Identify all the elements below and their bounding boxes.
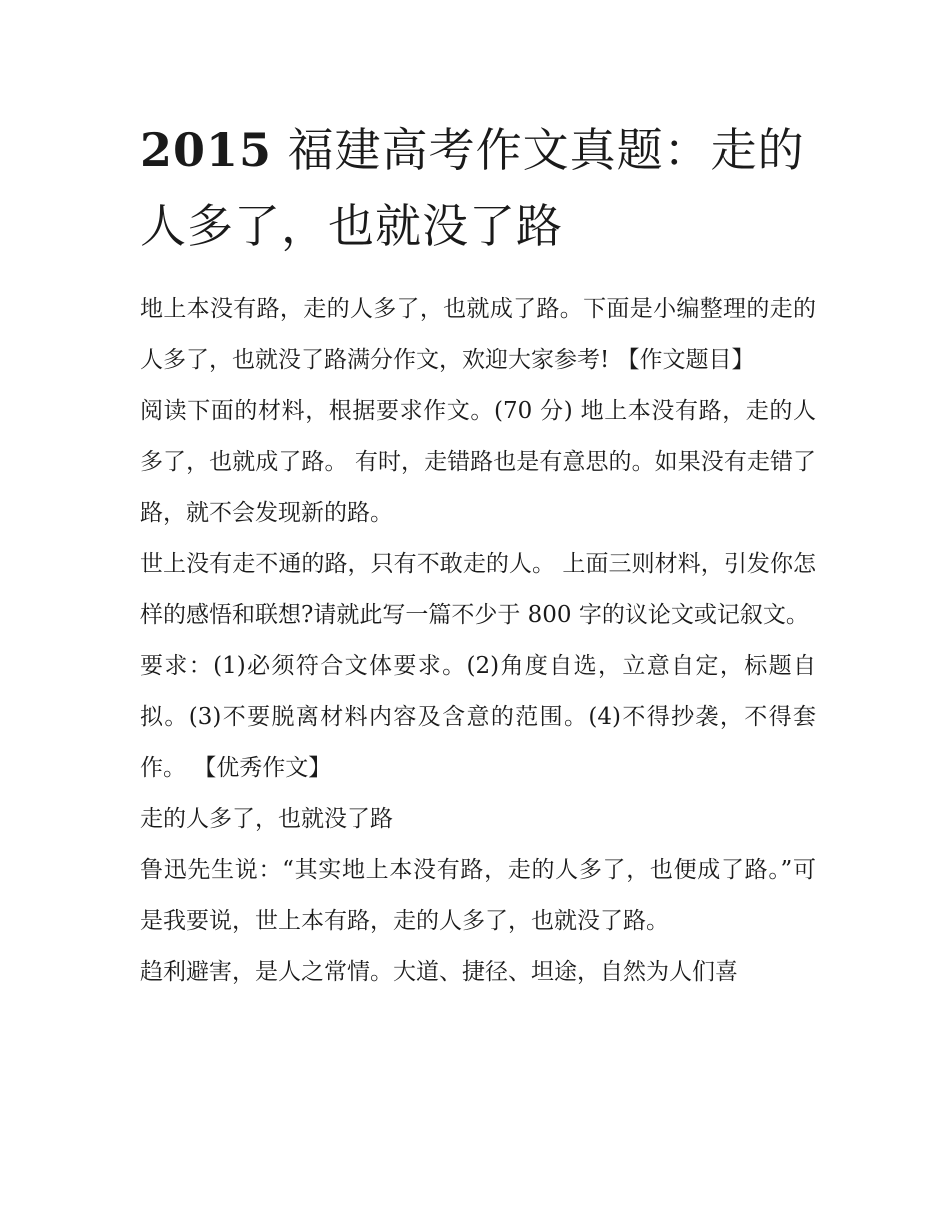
paragraph-prompt-question: 世上没有走不通的路，只有不敢走的人。 上面三则材料，引发你怎样的感悟和联想?请就此写一篇不少于 800 字的议论文或记叙文。: [140, 551, 816, 628]
paragraph-essay-title: 走的人多了，也就没了路: [140, 806, 393, 832]
paragraph-prompt-material: 阅读下面的材料，根据要求作文。(70 分) 地上本没有路，走的人多了，也就成了路。 有时，走错路也是有意思的。如果没有走错了路，就不会发现新的路。: [140, 398, 816, 526]
paragraph-essay-body-1: 鲁迅先生说：“其实地上本没有路，走的人多了，也便成了路。”可是我要说，世上本有路，走的人多了，也就没了路。: [140, 857, 816, 934]
document-title: [140, 112, 816, 264]
paragraph-essay-body-2: 趋利避害，是人之常情。大道、捷径、坦途，自然为人们喜: [140, 959, 738, 985]
paragraph-requirements: 要求：(1)必须符合文体要求。(2)角度自选，立意自定，标题自拟。(3)不要脱离材料内容及含意的范围。(4)不得抄袭，不得套作。 【优秀作文】: [140, 653, 816, 781]
title-year: 2015: [140, 123, 273, 177]
paragraph-intro: 地上本没有路，走的人多了，也就成了路。下面是小编整理的走的人多了，也就没了路满分作文，欢迎大家参考! 【作文题目】: [140, 296, 816, 373]
title-text: 福建高考作文真题：走的人多了，也就没了路: [140, 123, 805, 253]
document-page: [140, 112, 816, 998]
